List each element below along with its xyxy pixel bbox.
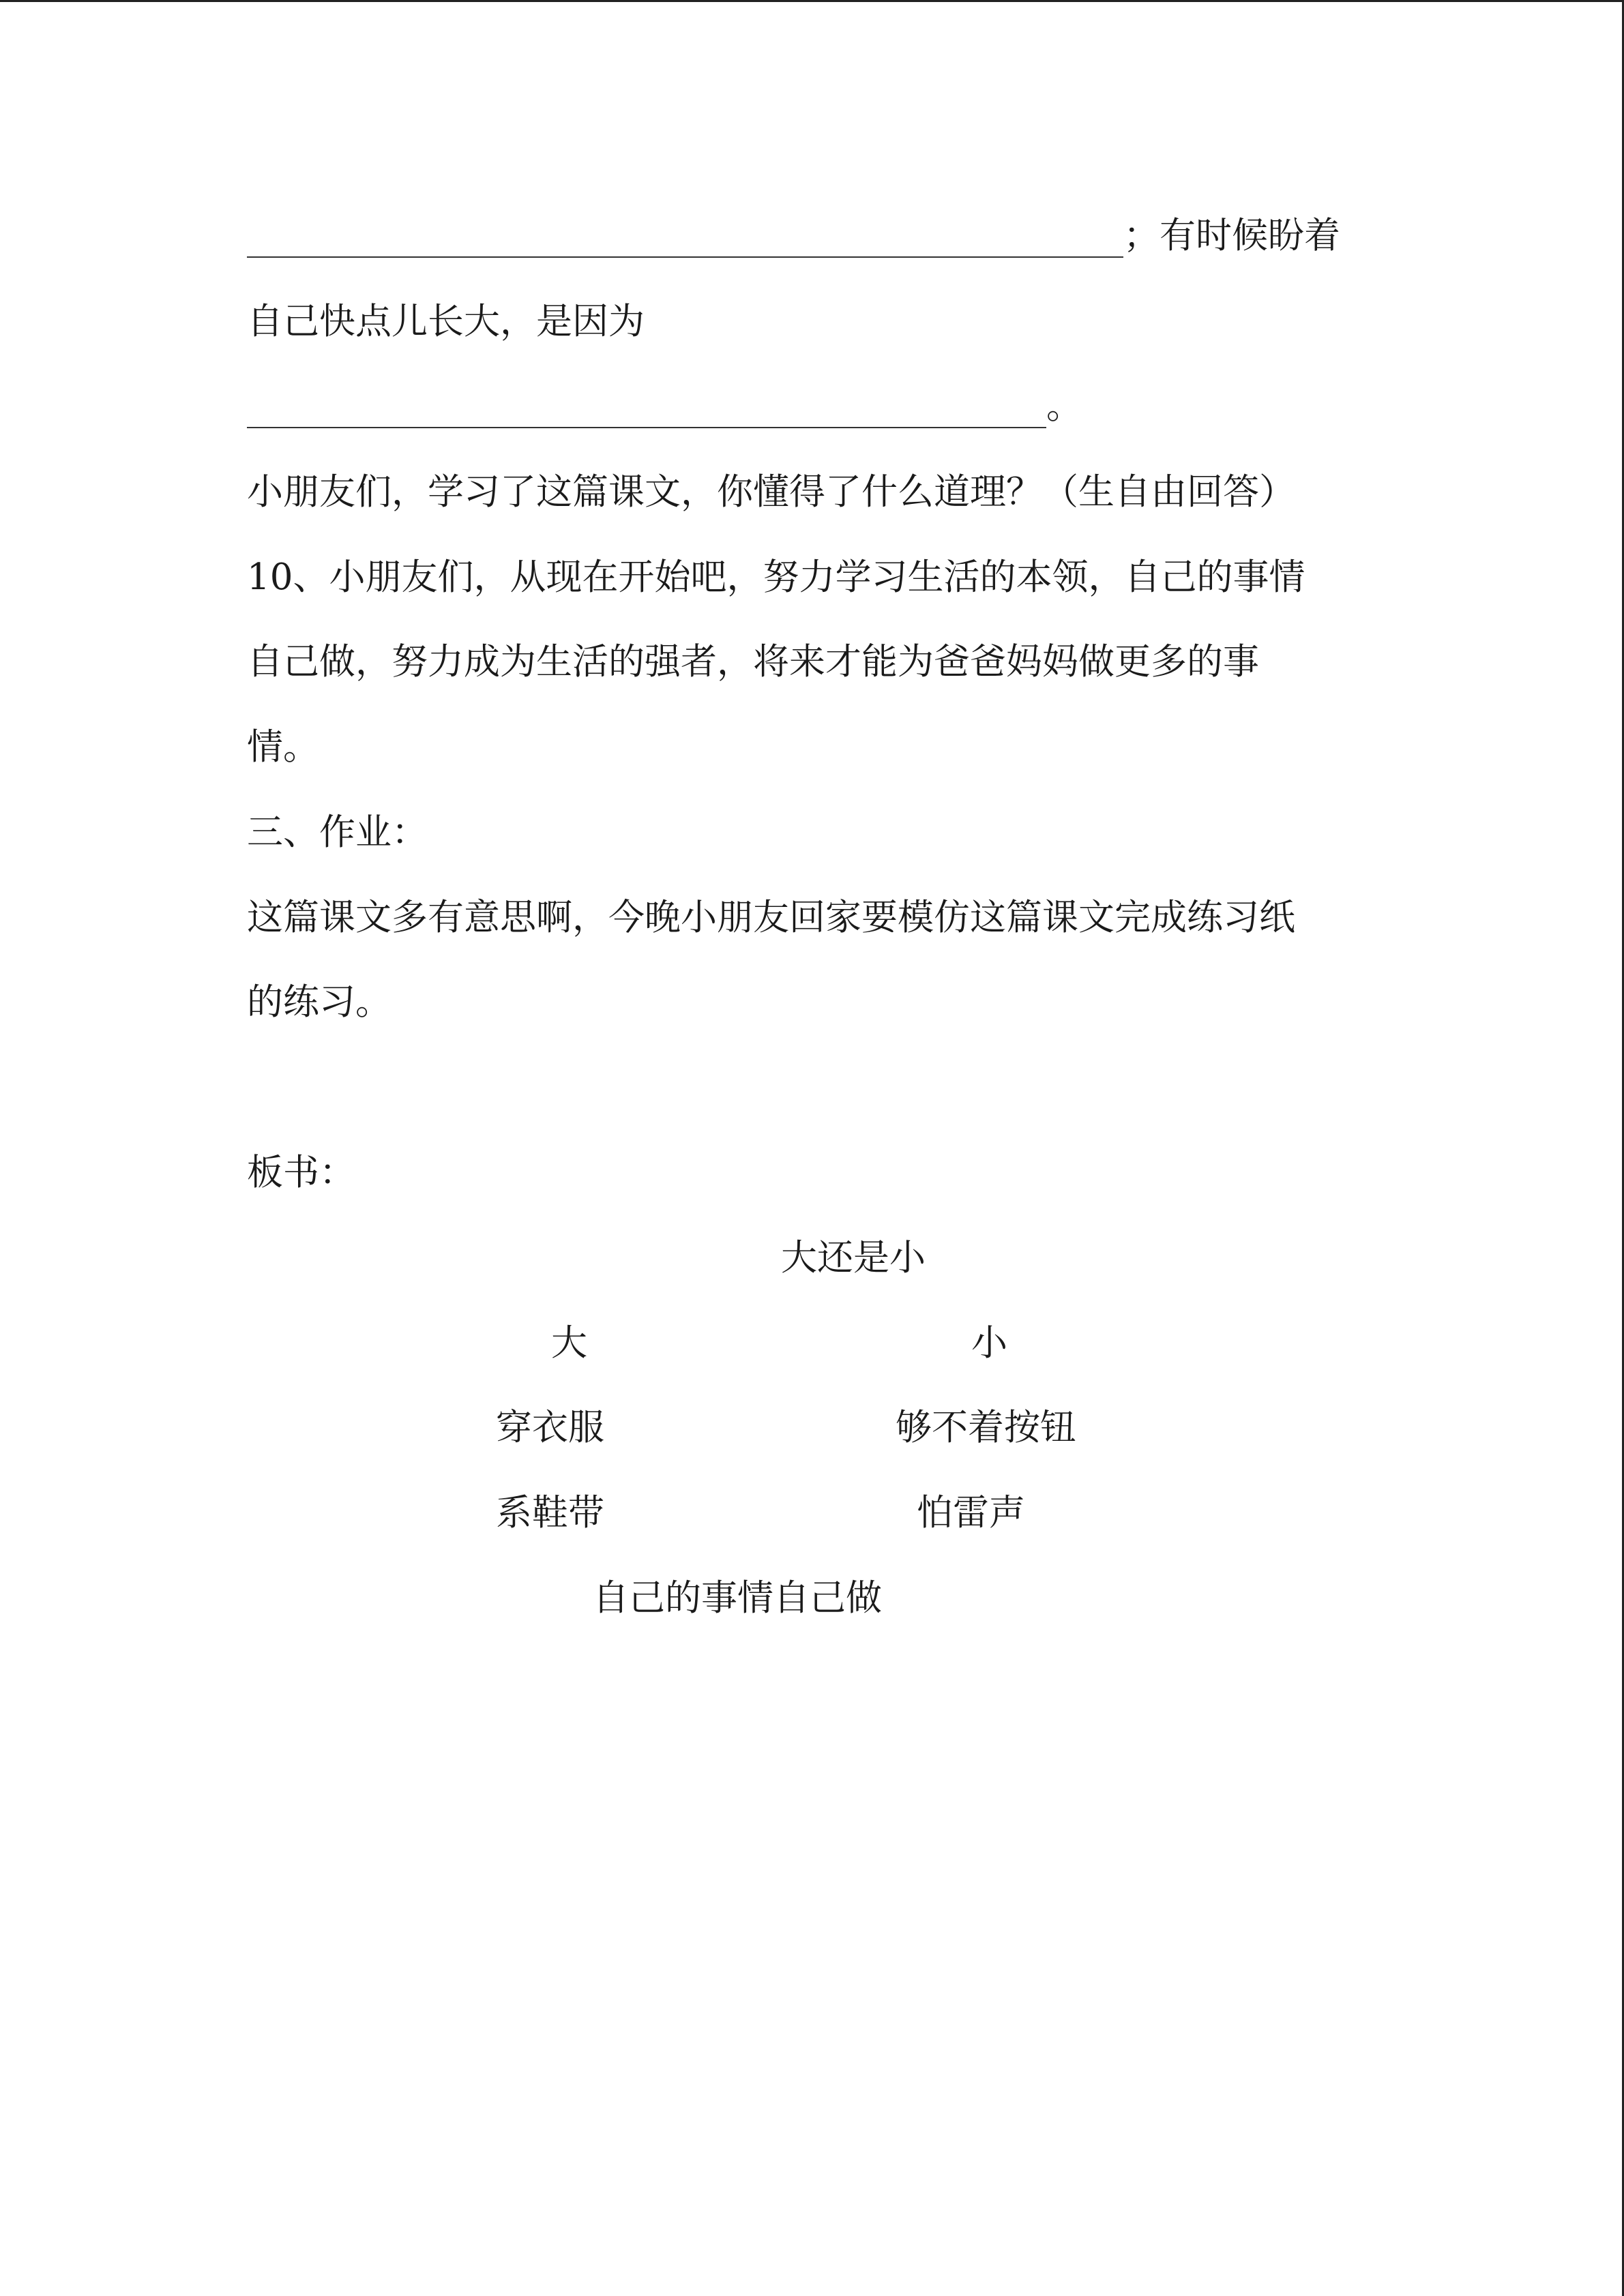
board-left-heading: 大 bbox=[551, 1322, 587, 1364]
homework-line-2: 的练习。 bbox=[247, 981, 392, 1023]
paragraph-line-2: 自己快点儿长大，是因为 bbox=[247, 301, 645, 342]
board-left-item-1: 穿衣服 bbox=[496, 1407, 604, 1448]
paragraph-line-4: 小朋友们，学习了这篇课文，你懂得了什么道理？（生自由回答） bbox=[247, 471, 1295, 513]
board-title: 大还是小 bbox=[781, 1237, 926, 1279]
fill-blank-3-suffix: 。 bbox=[1046, 385, 1082, 427]
board-conclusion: 自己的事情自己做 bbox=[593, 1577, 882, 1619]
homework-line-1: 这篇课文多有意思啊，今晚小朋友回家要模仿这篇课文完成练习纸 bbox=[247, 897, 1295, 938]
answer-blank-2[interactable] bbox=[247, 400, 1046, 428]
board-left-item-2: 系鞋带 bbox=[496, 1492, 604, 1534]
answer-blank-1[interactable] bbox=[247, 229, 1123, 258]
fill-blank-row-1 bbox=[247, 214, 1340, 258]
homework-heading: 三、作业： bbox=[247, 811, 428, 853]
board-right-heading: 小 bbox=[971, 1322, 1007, 1364]
board-right-item-1: 够不着按钮 bbox=[896, 1407, 1076, 1448]
paragraph-line-7: 情。 bbox=[247, 726, 319, 768]
paragraph-line-6: 自己做，努力成为生活的强者，将来才能为爸爸妈妈做更多的事 bbox=[247, 641, 1259, 683]
board-heading: 板书： bbox=[247, 1152, 355, 1193]
fill-blank-1-suffix: ；有时候盼着 bbox=[1123, 215, 1340, 256]
paragraph-line-5: 10、小朋友们，从现在开始吧，努力学习生活的本领，自己的事情 bbox=[247, 556, 1305, 598]
fill-blank-row-3 bbox=[247, 385, 1082, 428]
board-right-item-2: 怕雷声 bbox=[917, 1492, 1025, 1534]
